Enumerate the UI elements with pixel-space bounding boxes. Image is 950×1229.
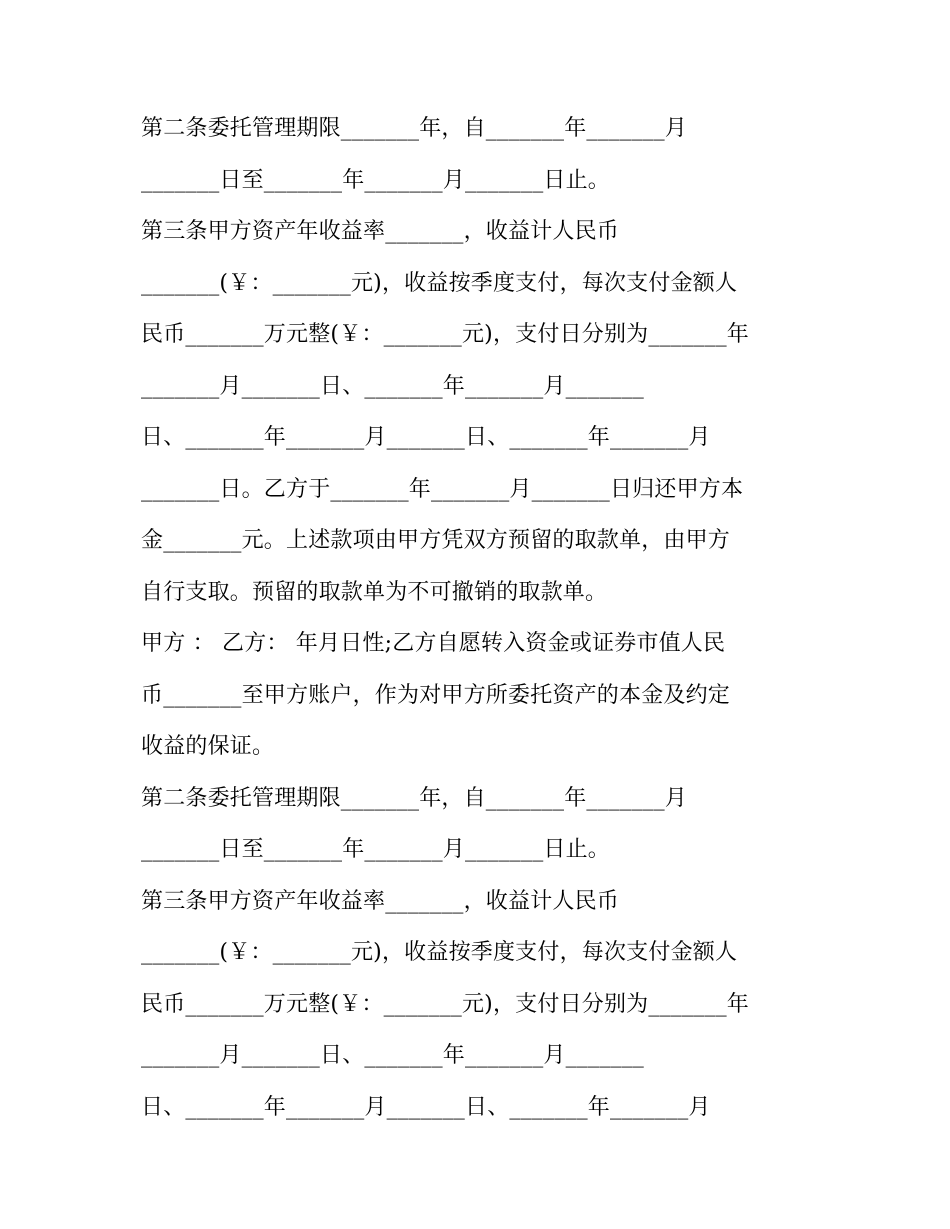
text-line: _______(￥：_______元)，收益按季度支付，每次支付金额人 [141, 270, 738, 296]
text-line: 币_______至甲方账户，作为对甲方所委托资产的本金及约定 [141, 682, 731, 708]
text-line: _______月_______日、_______年_______月_______ [141, 1043, 645, 1068]
text-line: 甲方 ： 乙方： 年月日性;乙方自愿转入资金或证券市值人民 [141, 631, 726, 656]
text-line: 第二条委托管理期限_______年，自_______年_______月 [141, 785, 688, 811]
text-line: 第三条甲方资产年收益率_______，收益计人民币 [141, 219, 620, 244]
text-line: 自行支取。预留的取款单为不可撤销的取款单。 [141, 579, 608, 605]
text-line: 金_______元。上述款项由甲方凭双方预留的取款单，由甲方 [141, 528, 731, 553]
text-line: 第三条甲方资产年收益率_______，收益计人民币 [141, 888, 620, 914]
text-line: _______月_______日、_______年_______月_______ [141, 373, 645, 399]
text-line: 民币_______万元整(￥：_______元)，支付日分别为_______年 [141, 322, 749, 347]
text-line: 收益的保证。 [141, 734, 275, 759]
text-line: 第二条委托管理期限_______年，自_______年_______月 [141, 116, 688, 141]
text-line: 日、_______年_______月_______日、_______年_______月 [141, 1094, 711, 1120]
text-line: _______日至_______年_______月_______日止。 [141, 837, 611, 862]
text-line: _______日至_______年_______月_______日止。 [141, 167, 611, 193]
text-line: 日、_______年_______月_______日、_______年_______月 [141, 425, 711, 450]
text-line: 民币_______万元整(￥：_______元)，支付日分别为_______年 [141, 991, 749, 1017]
text-line: _______(￥：_______元)，收益按季度支付，每次支付金额人 [141, 940, 738, 965]
text-line: _______日。乙方于_______年_______月_______日归还甲方本 [141, 476, 744, 502]
contract-text [141, 103, 841, 1133]
